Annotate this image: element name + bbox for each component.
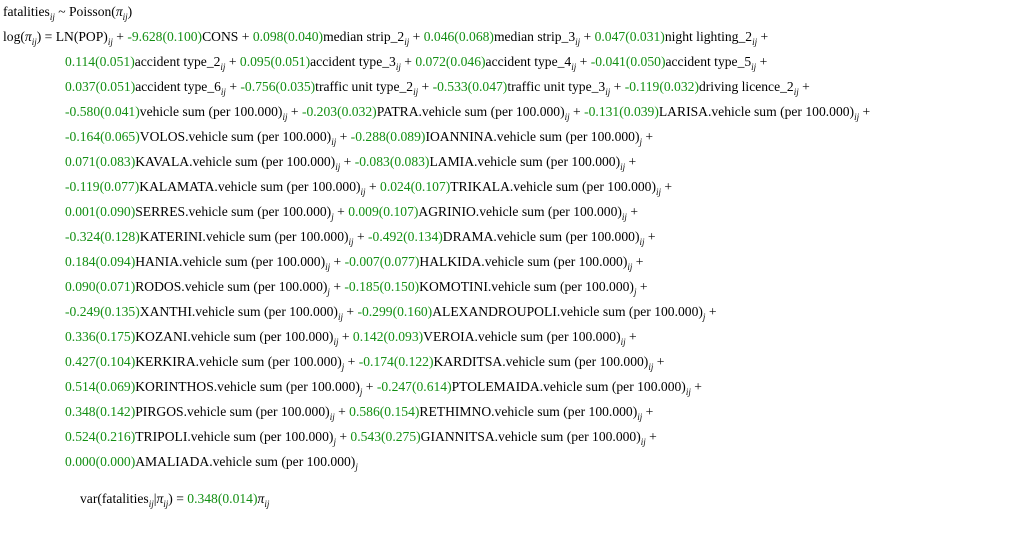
- index-subscript: ij: [107, 37, 113, 47]
- pi-symbol: π: [257, 491, 265, 506]
- index-subscript: ij: [148, 499, 154, 509]
- term-text: +: [859, 104, 871, 119]
- coefficient-estimate: -0.041(0.050): [590, 54, 666, 69]
- term-text: DRAMA.vehicle sum (per 100.000): [442, 229, 640, 244]
- term-text: +: [330, 254, 345, 269]
- term-text: ) =: [168, 491, 188, 506]
- index-subscript: ij: [571, 62, 577, 72]
- coefficient-estimate: 0.514(0.069): [65, 379, 136, 394]
- term-text: KERKIRA.vehicle sum (per 100.000): [135, 354, 342, 369]
- term-text: +: [580, 29, 595, 44]
- term-text: CONS +: [202, 29, 253, 44]
- equation-line: [65, 278, 648, 298]
- term-text: +: [636, 279, 648, 294]
- term-text: accident type_6: [135, 79, 221, 94]
- index-subscript: ij: [348, 237, 354, 247]
- coefficient-estimate: 0.071(0.083): [65, 154, 136, 169]
- coefficient-estimate: 0.090(0.071): [65, 279, 136, 294]
- index-subscript: ij: [333, 337, 339, 347]
- index-subscript: ij: [656, 187, 662, 197]
- equation-line: [65, 328, 637, 348]
- coefficient-estimate: 0.000(0.000): [65, 454, 136, 469]
- term-text: VEROIA.vehicle sum (per 100.000): [423, 329, 621, 344]
- term-text: +: [336, 129, 351, 144]
- index-subscript: ij: [282, 112, 288, 122]
- term-text: accident type_4: [485, 54, 572, 69]
- term-text: KAVALA.vehicle sum (per 100.000): [135, 154, 336, 169]
- equation-line: [65, 203, 638, 223]
- term-text: +: [642, 129, 654, 144]
- index-subscript: ij: [413, 87, 419, 97]
- equation-line: [65, 103, 870, 123]
- variance-equation-line: [80, 490, 269, 510]
- index-subscript: j: [633, 287, 637, 297]
- term-text: +: [569, 104, 585, 119]
- term-text: +: [661, 179, 673, 194]
- term-text: AMALIADA.vehicle sum (per 100.000): [135, 454, 356, 469]
- term-text: +: [644, 229, 656, 244]
- index-subscript: ij: [751, 62, 757, 72]
- term-text: var(fatalities: [80, 491, 149, 506]
- term-text: +: [625, 329, 637, 344]
- index-subscript: ij: [564, 112, 570, 122]
- index-subscript: ij: [640, 437, 646, 447]
- term-text: +: [335, 429, 351, 444]
- term-text: KATERINI.vehicle sum (per 100.000): [139, 229, 349, 244]
- term-text: XANTHI.vehicle sum (per 100.000): [139, 304, 338, 319]
- term-text: PATRA.vehicle sum (per 100.000): [376, 104, 565, 119]
- coefficient-estimate: 0.142(0.093): [352, 329, 424, 344]
- coefficient-estimate: 0.524(0.216): [65, 429, 136, 444]
- coefficient-estimate: 0.037(0.051): [65, 79, 136, 94]
- term-text: TRIKALA.vehicle sum (per 100.000): [450, 179, 656, 194]
- equation-line: [65, 78, 810, 98]
- coefficient-estimate: 0.024(0.107): [380, 179, 451, 194]
- term-text: |: [153, 491, 157, 506]
- coefficient-estimate: -0.249(0.135): [65, 304, 140, 319]
- equation-line: [65, 378, 702, 398]
- index-subscript: ij: [404, 37, 410, 47]
- term-text: IOANNINA.vehicle sum (per 100.000): [425, 129, 640, 144]
- index-subscript: ij: [360, 187, 366, 197]
- term-text: +: [287, 104, 302, 119]
- coefficient-estimate: 0.427(0.104): [65, 354, 136, 369]
- term-text: ALEXANDROUPOLI.vehicle sum (per 100.000): [432, 304, 703, 319]
- term-text: VOLOS.vehicle sum (per 100.000): [139, 129, 332, 144]
- term-text: PTOLEMAIDA.vehicle sum (per 100.000): [451, 379, 686, 394]
- term-text: +: [338, 329, 353, 344]
- equation-line: [65, 428, 657, 448]
- term-text: log(: [3, 29, 25, 44]
- term-text: +: [625, 154, 637, 169]
- term-text: +: [632, 254, 644, 269]
- coefficient-estimate: -0.756(0.035): [240, 79, 316, 94]
- index-subscript: ij: [163, 499, 169, 509]
- term-text: KALAMATA.vehicle sum (per 100.000): [139, 179, 361, 194]
- term-text: accident type_2: [134, 54, 221, 69]
- term-text: +: [334, 404, 350, 419]
- equation-line: [65, 128, 653, 148]
- term-text: +: [642, 404, 654, 419]
- equation-line: [65, 178, 672, 198]
- coefficient-estimate: 0.098(0.040): [252, 29, 324, 44]
- term-text: +: [365, 179, 381, 194]
- index-subscript: j: [702, 312, 706, 322]
- term-text: +: [610, 79, 625, 94]
- index-subscript: ij: [854, 112, 860, 122]
- equation-line: [65, 353, 664, 373]
- index-subscript: ij: [220, 62, 226, 72]
- term-text: +: [342, 304, 358, 319]
- coefficient-estimate: -0.247(0.614): [376, 379, 452, 394]
- term-text: +: [418, 79, 433, 94]
- index-subscript: ij: [335, 162, 341, 172]
- index-subscript: ij: [685, 387, 691, 397]
- index-subscript: j: [639, 137, 643, 147]
- equation-line: [65, 153, 636, 173]
- coefficient-estimate: -9.628(0.100): [127, 29, 203, 44]
- index-subscript: ij: [575, 37, 581, 47]
- index-subscript: ij: [325, 262, 331, 272]
- term-text: median strip_2: [323, 29, 405, 44]
- equation-line: [65, 303, 717, 323]
- coefficient-estimate: 0.001(0.090): [65, 204, 136, 219]
- term-text: SERRES.vehicle sum (per 100.000): [135, 204, 332, 219]
- term-text: +: [757, 29, 769, 44]
- equation-line: [65, 228, 656, 248]
- coefficient-estimate: -0.533(0.047): [432, 79, 508, 94]
- coefficient-estimate: 0.336(0.175): [65, 329, 136, 344]
- index-subscript: j: [327, 287, 330, 297]
- index-subscript: ij: [627, 262, 633, 272]
- coefficient-estimate: -0.164(0.065): [65, 129, 140, 144]
- pi-symbol: π: [115, 4, 123, 19]
- coefficient-estimate: 0.348(0.014): [187, 491, 258, 506]
- term-text: +: [690, 379, 702, 394]
- term-text: AGRINIO.vehicle sum (per 100.000): [418, 204, 622, 219]
- coefficient-estimate: 0.047(0.031): [594, 29, 665, 44]
- equation-line: [65, 53, 767, 73]
- term-text: KOMOTINI.vehicle sum (per 100.000): [419, 279, 634, 294]
- index-subscript: ij: [395, 62, 401, 72]
- coefficient-estimate: 0.009(0.107): [348, 204, 419, 219]
- term-text: +: [340, 154, 355, 169]
- term-text: +: [333, 204, 349, 219]
- coefficient-estimate: 0.543(0.275): [350, 429, 421, 444]
- index-subscript: j: [359, 387, 363, 397]
- coefficient-estimate: -0.580(0.041): [65, 104, 140, 119]
- index-subscript: ij: [752, 37, 758, 47]
- index-subscript: ij: [220, 87, 226, 97]
- term-text: +: [225, 79, 241, 94]
- term-text: LAMIA.vehicle sum (per 100.000): [429, 154, 621, 169]
- coefficient-estimate: -0.007(0.077): [344, 254, 420, 269]
- coefficient-estimate: -0.083(0.083): [354, 154, 430, 169]
- term-text: ) = LN(POP): [36, 29, 108, 44]
- index-subscript: ij: [337, 312, 343, 322]
- coefficient-estimate: -0.174(0.122): [358, 354, 434, 369]
- term-text: +: [409, 29, 424, 44]
- term-text: GIANNITSA.vehicle sum (per 100.000): [420, 429, 641, 444]
- coefficient-estimate: -0.324(0.128): [65, 229, 140, 244]
- term-text: +: [576, 54, 591, 69]
- term-text: RETHIMNO.vehicle sum (per 100.000): [419, 404, 638, 419]
- term-text: KORINTHOS.vehicle sum (per 100.000): [135, 379, 360, 394]
- coefficient-estimate: -0.203(0.032): [301, 104, 377, 119]
- coefficient-estimate: -0.299(0.160): [357, 304, 433, 319]
- pi-symbol: π: [156, 491, 164, 506]
- term-text: night lighting_2: [664, 29, 753, 44]
- log-link-equation-line: [3, 28, 768, 48]
- term-text: traffic unit type_3: [507, 79, 606, 94]
- index-subscript: j: [331, 212, 334, 222]
- coefficient-estimate: -0.185(0.150): [344, 279, 420, 294]
- term-text: HANIA.vehicle sum (per 100.000): [135, 254, 326, 269]
- term-text: median strip_3: [493, 29, 576, 44]
- index-subscript: j: [341, 362, 345, 372]
- coefficient-estimate: 0.586(0.154): [349, 404, 420, 419]
- coefficient-estimate: 0.046(0.068): [423, 29, 494, 44]
- index-subscript: ij: [331, 137, 337, 147]
- term-text: +: [225, 54, 240, 69]
- coefficient-estimate: -0.119(0.077): [65, 179, 140, 194]
- term-text: +: [705, 304, 717, 319]
- coefficient-estimate: 0.114(0.051): [65, 54, 135, 69]
- model-distribution-line: [3, 3, 132, 23]
- index-subscript: ij: [620, 162, 626, 172]
- coefficient-estimate: -0.492(0.134): [368, 229, 443, 244]
- equation-line: [65, 403, 653, 423]
- index-subscript: j: [333, 437, 336, 447]
- index-subscript: ij: [648, 362, 654, 372]
- term-text: driving licence_2: [698, 79, 794, 94]
- equation-line: [65, 453, 358, 473]
- term-text: accident type_5: [665, 54, 752, 69]
- term-text: +: [626, 204, 638, 219]
- term-text: ~ Poisson(: [54, 4, 116, 19]
- term-text: +: [344, 354, 359, 369]
- index-subscript: ij: [329, 412, 335, 422]
- equation-line: [65, 253, 643, 273]
- index-subscript: j: [355, 462, 358, 472]
- index-subscript: ij: [122, 12, 128, 22]
- coefficient-estimate: -0.119(0.032): [624, 79, 699, 94]
- term-text: +: [756, 54, 768, 69]
- term-text: +: [353, 229, 369, 244]
- coefficient-estimate: 0.072(0.046): [415, 54, 486, 69]
- pi-symbol: π: [24, 29, 32, 44]
- term-text: +: [362, 379, 377, 394]
- term-text: accident type_3: [310, 54, 396, 69]
- coefficient-estimate: 0.095(0.051): [239, 54, 311, 69]
- term-text: vehicle sum (per 100.000): [139, 104, 283, 119]
- term-text: fatalities: [3, 4, 50, 19]
- index-subscript: ij: [605, 87, 611, 97]
- term-text: +: [653, 354, 665, 369]
- index-subscript: ij: [31, 37, 37, 47]
- term-text: traffic unit type_2: [315, 79, 414, 94]
- term-text: PIRGOS.vehicle sum (per 100.000): [135, 404, 330, 419]
- term-text: +: [112, 29, 128, 44]
- term-text: +: [645, 429, 657, 444]
- term-text: LARISA.vehicle sum (per 100.000): [658, 104, 855, 119]
- term-text: HALKIDA.vehicle sum (per 100.000): [419, 254, 628, 269]
- index-subscript: ij: [264, 499, 270, 509]
- index-subscript: ij: [793, 87, 799, 97]
- coefficient-estimate: 0.184(0.094): [65, 254, 136, 269]
- term-text: ): [127, 4, 133, 19]
- term-text: TRIPOLI.vehicle sum (per 100.000): [135, 429, 334, 444]
- term-text: RODOS.vehicle sum (per 100.000): [135, 279, 328, 294]
- index-subscript: ij: [639, 237, 645, 247]
- index-subscript: ij: [637, 412, 643, 422]
- index-subscript: ij: [621, 212, 627, 222]
- coefficient-estimate: -0.288(0.089): [350, 129, 426, 144]
- coefficient-estimate: -0.131(0.039): [584, 104, 659, 119]
- term-text: +: [798, 79, 810, 94]
- term-text: +: [400, 54, 416, 69]
- term-text: +: [329, 279, 345, 294]
- index-subscript: ij: [49, 12, 55, 22]
- index-subscript: ij: [620, 337, 626, 347]
- coefficient-estimate: 0.348(0.142): [65, 404, 136, 419]
- term-text: KOZANI.vehicle sum (per 100.000): [135, 329, 334, 344]
- term-text: KARDITSA.vehicle sum (per 100.000): [433, 354, 649, 369]
